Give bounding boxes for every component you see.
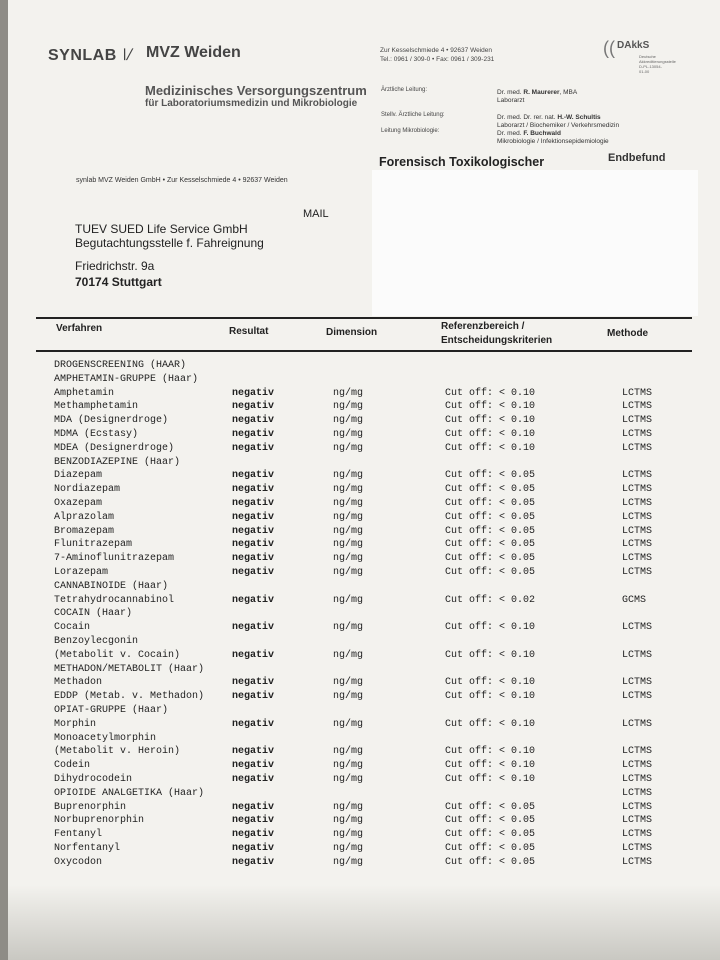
row-result: negativ <box>232 843 275 854</box>
synlab-logo: SYNLAB \/ <box>48 47 135 64</box>
row-result: negativ <box>232 484 275 496</box>
row-method: LCTMS <box>622 843 653 854</box>
table-row <box>0 539 720 552</box>
table-group-row <box>0 664 720 677</box>
table-row <box>0 829 720 842</box>
table-row <box>0 802 720 815</box>
header-referenz: Referenzbereich / <box>441 321 525 332</box>
row-result: negativ <box>232 677 275 689</box>
row-name: Lorazepam <box>54 567 109 578</box>
row-unit: ng/mg <box>333 843 364 854</box>
row-unit: ng/mg <box>333 649 364 661</box>
row-name: MDMA (Ecstasy) <box>54 429 139 440</box>
row-method: LCTMS <box>622 718 653 730</box>
row-method: LCTMS <box>622 401 653 413</box>
table-row <box>0 553 720 566</box>
row-name: Benzoylecgonin <box>54 636 139 647</box>
row-result: negativ <box>232 553 275 565</box>
table-row <box>0 470 720 483</box>
row-result: negativ <box>232 594 275 606</box>
table-row <box>0 429 720 442</box>
address-line: Zur Kesselschmiede 4 • 92637 Weiden <box>380 47 492 54</box>
row-name: Flunitrazepam <box>54 539 133 551</box>
row-result: negativ <box>232 746 275 758</box>
row-reference: Cut off: < 0.10 <box>445 622 536 634</box>
management-value <box>497 138 609 145</box>
row-name: (Metabolit v. Cocain) <box>54 649 181 661</box>
header-methode: Methode <box>607 328 649 339</box>
row-method: LCTMS <box>622 815 653 827</box>
row-reference: Cut off: < 0.10 <box>445 442 536 454</box>
row-unit: ng/mg <box>333 511 364 523</box>
row-method: LCTMS <box>622 387 653 399</box>
table-group-row <box>0 705 720 718</box>
row-method: LCTMS <box>622 567 653 578</box>
table-row <box>0 677 720 690</box>
row-method: LCTMS <box>622 484 653 496</box>
header-resultat: Resultat <box>229 326 269 337</box>
row-method: LCTMS <box>622 829 653 841</box>
row-reference: Cut off: < 0.10 <box>445 429 536 440</box>
row-name: Norbuprenorphin <box>54 815 145 827</box>
table-row <box>0 512 720 525</box>
row-reference: Cut off: < 0.05 <box>445 470 536 482</box>
row-result: negativ <box>232 567 275 578</box>
row-reference: Cut off: < 0.05 <box>445 498 536 509</box>
row-reference: Cut off: < 0.05 <box>445 511 536 523</box>
row-reference: Cut off: < 0.05 <box>445 843 536 854</box>
row-reference: Cut off: < 0.05 <box>445 815 536 827</box>
row-name: Methadon <box>54 677 103 689</box>
table-group-row <box>0 360 720 373</box>
row-unit: ng/mg <box>333 470 364 482</box>
row-method: LCTMS <box>622 470 653 482</box>
row-unit: ng/mg <box>333 746 364 758</box>
row-result: negativ <box>232 622 275 634</box>
row-method: LCTMS <box>622 442 653 454</box>
row-reference: Cut off: < 0.10 <box>445 691 536 703</box>
table-row <box>0 443 720 456</box>
row-method: LCTMS <box>622 649 653 661</box>
row-reference: Cut off: < 0.05 <box>445 801 536 813</box>
management-value-part: R. Maurerer <box>523 89 560 96</box>
table-group-row <box>0 581 720 594</box>
row-method: LCTMS <box>622 801 653 813</box>
row-unit: ng/mg <box>333 498 364 509</box>
table-row <box>0 746 720 759</box>
table-top-rule <box>36 317 692 319</box>
row-name: DROGENSCREENING (HAAR) <box>54 360 187 371</box>
center-title: MVZ Weiden <box>146 44 241 61</box>
management-value-part: Mikrobiologie / Infektionsepidemiologie <box>497 138 609 145</box>
row-reference: Cut off: < 0.10 <box>445 718 536 730</box>
row-method: LCTMS <box>622 760 653 772</box>
row-method: LCTMS <box>622 498 653 509</box>
row-name: CANNABINOIDE (Haar) <box>54 580 169 592</box>
row-result: negativ <box>232 815 275 827</box>
row-name: Codein <box>54 760 91 772</box>
row-result: negativ <box>232 774 275 785</box>
page-shadow <box>8 885 720 960</box>
row-name: Morphin <box>54 718 97 730</box>
dakks-logo: (( DAkkS Deutsche Akkreditierungsstelle D-PL-13054-01-00 <box>603 38 676 74</box>
row-unit: ng/mg <box>333 415 364 427</box>
row-method: LCTMS <box>622 691 653 703</box>
table-row <box>0 760 720 773</box>
table-row <box>0 815 720 828</box>
row-name: BENZODIAZEPINE (Haar) <box>54 456 181 468</box>
table-row <box>0 415 720 428</box>
row-name: COCAIN (Haar) <box>54 608 133 620</box>
table-group-row <box>0 733 720 746</box>
row-unit: ng/mg <box>333 539 364 551</box>
row-result: negativ <box>232 415 275 427</box>
row-method: LCTMS <box>622 415 653 427</box>
recipient-street: Friedrichstr. 9a <box>75 259 155 273</box>
header-kriterien: Entscheidungskriterien <box>441 335 553 346</box>
management-value <box>497 97 524 104</box>
row-name: Methamphetamin <box>54 401 139 413</box>
row-unit: ng/mg <box>333 429 364 440</box>
row-reference: Cut off: < 0.10 <box>445 774 536 785</box>
row-unit: ng/mg <box>333 691 364 703</box>
table-header-rule <box>36 350 692 352</box>
header-verfahren: Verfahren <box>56 323 103 334</box>
recipient-city: 70174 Stuttgart <box>75 275 162 289</box>
row-unit: ng/mg <box>333 829 364 841</box>
row-name: Nordiazepam <box>54 484 121 496</box>
row-reference: Cut off: < 0.10 <box>445 415 536 427</box>
row-result: negativ <box>232 539 275 551</box>
redacted-area <box>372 170 698 316</box>
row-unit: ng/mg <box>333 484 364 496</box>
row-unit: ng/mg <box>333 442 364 454</box>
row-result: negativ <box>232 401 275 413</box>
row-result: negativ <box>232 829 275 841</box>
recipient-department: Begutachtungsstelle f. Fahreignung <box>75 236 264 250</box>
table-group-row <box>0 788 720 801</box>
row-reference: Cut off: < 0.05 <box>445 484 536 496</box>
management-value-part: H.-W. Schultis <box>557 114 601 121</box>
row-name: Monoacetylmorphin <box>54 732 157 744</box>
row-name: MDA (Designerdroge) <box>54 415 169 427</box>
row-name: Oxazepam <box>54 498 103 509</box>
management-value <box>497 114 601 121</box>
row-name: METHADON/METABOLIT (Haar) <box>54 663 205 675</box>
report-title: Forensisch Toxikologischer <box>379 155 545 169</box>
row-method: LCTMS <box>622 553 653 565</box>
row-result: negativ <box>232 856 275 868</box>
row-method: LCTMS <box>622 677 653 689</box>
row-unit: ng/mg <box>333 594 364 606</box>
row-name: OPIOIDE ANALGETIKA (Haar) <box>54 787 205 799</box>
row-method: LCTMS <box>622 774 653 785</box>
row-name: (Metabolit v. Heroin) <box>54 746 181 758</box>
management-value-part: Laborarzt / Biochemiker / Verkehrsmedizin <box>497 122 620 129</box>
table-row <box>0 567 720 580</box>
row-reference: Cut off: < 0.05 <box>445 525 536 537</box>
table-row <box>0 719 720 732</box>
row-unit: ng/mg <box>333 856 364 868</box>
row-result: negativ <box>232 442 275 454</box>
recipient-name: TUEV SUED Life Service GmbH <box>75 222 248 236</box>
row-name: AMPHETAMIN-GRUPPE (Haar) <box>54 373 199 385</box>
table-row <box>0 401 720 414</box>
row-method: LCTMS <box>622 787 653 799</box>
row-result: negativ <box>232 649 275 661</box>
row-reference: Cut off: < 0.05 <box>445 567 536 578</box>
row-reference: Cut off: < 0.10 <box>445 387 536 399</box>
row-name: Diazepam <box>54 470 103 482</box>
row-result: negativ <box>232 387 275 399</box>
table-row <box>0 595 720 608</box>
center-full-name: Medizinisches Versorgungszentrum <box>145 83 367 98</box>
row-name: Oxycodon <box>54 856 103 868</box>
row-result: negativ <box>232 470 275 482</box>
row-method: LCTMS <box>622 622 653 634</box>
table-row <box>0 650 720 663</box>
management-value-part: , MBA <box>559 89 578 96</box>
report-status: Endbefund <box>608 152 666 164</box>
table-row <box>0 843 720 856</box>
row-name: Tetrahydrocannabinol <box>54 594 175 606</box>
management-label: Leitung Mikrobiologie: <box>381 128 440 134</box>
row-reference: Cut off: < 0.10 <box>445 677 536 689</box>
row-name: Dihydrocodein <box>54 774 133 785</box>
table-row <box>0 691 720 704</box>
row-unit: ng/mg <box>333 677 364 689</box>
row-name: MDEA (Designerdroge) <box>54 442 175 454</box>
management-label: Ärztliche Leitung: <box>381 87 428 93</box>
center-full-name-sub: für Laboratoriumsmedizin und Mikrobiologie <box>145 98 358 109</box>
management-value <box>497 89 577 96</box>
row-reference: Cut off: < 0.05 <box>445 856 536 868</box>
row-result: negativ <box>232 691 275 703</box>
row-name: Alprazolam <box>54 511 115 523</box>
phone-fax-line: Tel.: 0961 / 309-0 • Fax: 0961 / 309-231 <box>380 56 495 63</box>
table-row <box>0 622 720 635</box>
row-result: negativ <box>232 498 275 509</box>
row-reference: Cut off: < 0.05 <box>445 539 536 551</box>
row-result: negativ <box>232 525 275 537</box>
management-value-part: F. Buchwald <box>523 130 561 137</box>
management-value <box>497 122 619 129</box>
row-reference: Cut off: < 0.10 <box>445 746 536 758</box>
row-method: LCTMS <box>622 525 653 537</box>
row-method: LCTMS <box>622 511 653 523</box>
table-row <box>0 484 720 497</box>
table-group-row <box>0 457 720 470</box>
row-unit: ng/mg <box>333 718 364 730</box>
row-result: negativ <box>232 511 275 523</box>
row-method: LCTMS <box>622 429 653 440</box>
management-label: Stellv. Ärztliche Leitung: <box>381 112 445 118</box>
row-unit: ng/mg <box>333 553 364 565</box>
row-name: EDDP (Metab. v. Methadon) <box>54 691 205 703</box>
row-method: GCMS <box>622 594 647 606</box>
row-result: negativ <box>232 429 275 440</box>
row-reference: Cut off: < 0.10 <box>445 649 536 661</box>
management-value-part: Laborarzt <box>497 97 525 104</box>
table-row <box>0 388 720 401</box>
row-unit: ng/mg <box>333 622 364 634</box>
row-unit: ng/mg <box>333 401 364 413</box>
row-method: LCTMS <box>622 746 653 758</box>
row-name: Fentanyl <box>54 829 103 841</box>
table-row <box>0 498 720 511</box>
row-unit: ng/mg <box>333 801 364 813</box>
row-unit: ng/mg <box>333 760 364 772</box>
row-unit: ng/mg <box>333 525 364 537</box>
row-name: Cocain <box>54 622 91 634</box>
row-name: Buprenorphin <box>54 801 127 813</box>
row-name: Amphetamin <box>54 387 115 399</box>
row-unit: ng/mg <box>333 774 364 785</box>
table-row <box>0 774 720 787</box>
management-value <box>497 130 561 137</box>
row-method: LCTMS <box>622 539 653 551</box>
row-reference: Cut off: < 0.02 <box>445 594 536 606</box>
sender-line: synlab MVZ Weiden GmbH • Zur Kesselschmiede 4 • 92637 Weiden <box>76 177 288 184</box>
row-name: Bromazepam <box>54 525 115 537</box>
row-result: negativ <box>232 760 275 772</box>
row-name: OPIAT-GRUPPE (Haar) <box>54 705 169 716</box>
table-row <box>0 526 720 539</box>
management-value-part: Dr. med. Dr. rer. nat. <box>497 114 558 121</box>
row-result: negativ <box>232 801 275 813</box>
table-group-row <box>0 636 720 649</box>
header-dimension: Dimension <box>326 327 378 338</box>
row-reference: Cut off: < 0.05 <box>445 829 536 841</box>
table-row <box>0 857 720 870</box>
management-value-part: Dr. med. <box>497 130 524 137</box>
row-reference: Cut off: < 0.10 <box>445 760 536 772</box>
row-name: 7-Aminoflunitrazepam <box>54 553 175 565</box>
row-result: negativ <box>232 718 275 730</box>
row-unit: ng/mg <box>333 567 364 578</box>
row-reference: Cut off: < 0.10 <box>445 401 536 413</box>
row-method: LCTMS <box>622 856 653 868</box>
row-unit: ng/mg <box>333 815 364 827</box>
row-name: Norfentanyl <box>54 843 121 854</box>
management-value-part: Dr. med. <box>497 89 524 96</box>
row-unit: ng/mg <box>333 387 364 399</box>
row-reference: Cut off: < 0.05 <box>445 553 536 565</box>
table-group-row <box>0 608 720 621</box>
table-group-row <box>0 374 720 387</box>
delivery-method: MAIL <box>303 208 329 220</box>
